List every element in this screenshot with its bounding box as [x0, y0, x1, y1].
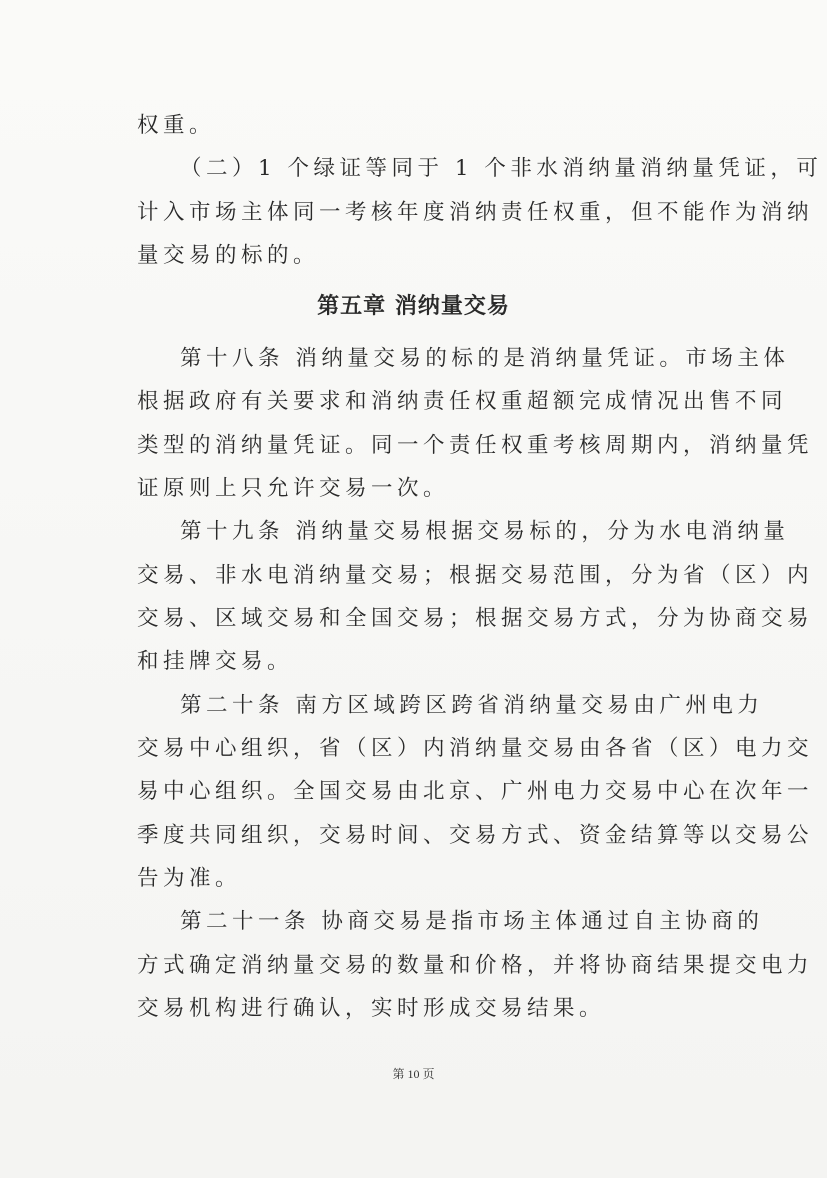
article-line: 交易、非水电消纳量交易；根据交易范围，分为省（区）内 [137, 563, 814, 588]
paragraph-line: 权重。 [137, 113, 216, 138]
article-line: 交易机构进行确认，实时形成交易结果。 [137, 996, 606, 1021]
article-line: 证原则上只允许交易一次。 [137, 476, 450, 501]
article-line: 根据政府有关要求和消纳责任权重超额完成情况出售不同 [137, 389, 788, 414]
paragraph-line: 量交易的标的。 [137, 243, 320, 268]
article-line: 第十八条 消纳量交易的标的是消纳量凭证。市场主体 [180, 346, 790, 371]
article-line: 第二十条 南方区域跨区跨省消纳量交易由广州电力 [180, 693, 764, 718]
article-line: 易中心组织。全国交易由北京、广州电力交易中心在次年一 [137, 779, 814, 804]
paragraph-line: 计入市场主体同一考核年度消纳责任权重，但不能作为消纳 [137, 200, 814, 225]
article-line: 交易、区域交易和全国交易；根据交易方式，分为协商交易 [137, 606, 814, 631]
article-line: 和挂牌交易。 [137, 649, 294, 674]
chapter-title: 第五章 消纳量交易 [317, 294, 510, 319]
article-line: 第十九条 消纳量交易根据交易标的，分为水电消纳量 [180, 519, 790, 544]
article-line: 告为准。 [137, 866, 242, 891]
paragraph-line: （二）1 个绿证等同于 1 个非水消纳量消纳量凭证，可 [180, 156, 823, 181]
page-number: 第 10 页 [392, 1067, 435, 1081]
article-line: 方式确定消纳量交易的数量和价格，并将协商结果提交电力 [137, 953, 814, 978]
article-line: 交易中心组织，省（区）内消纳量交易由各省（区）电力交 [137, 736, 814, 761]
article-line: 季度共同组织，交易时间、交易方式、资金结算等以交易公 [137, 823, 814, 848]
article-line: 第二十一条 协商交易是指市场主体通过自主协商的 [180, 909, 764, 934]
article-line: 类型的消纳量凭证。同一个责任权重考核周期内，消纳量凭 [137, 433, 814, 458]
